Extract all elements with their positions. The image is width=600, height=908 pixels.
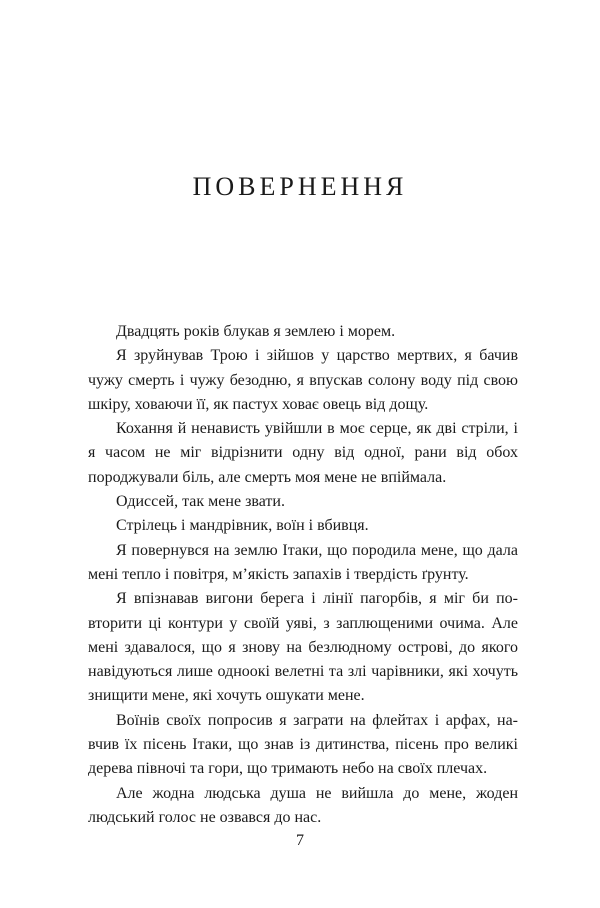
page-number: 7 (296, 832, 304, 849)
paragraph-2: Я зруйнував Трою і зійшов у царство мертвих, я бачив чужу смерть і чужу безодню, я впускав солону воду під свою шкіру, ховаючи її, як пастух ховає овець від дощу. (88, 347, 518, 413)
paragraph-5: Стрілець і мандрівник, воїн і вбивця. (116, 517, 369, 535)
chapter-title: ПОВЕРНЕННЯ (192, 172, 408, 201)
paragraph-3: Кохання й ненависть увійшли в моє серце, як дві стріли, і я часом не міг відрізнити одну від одної, рани від обох породжували біль, але смерть моя мене не впіймала. (88, 420, 518, 486)
paragraph-6: Я повернувся на землю Ітаки, що породила мене, що дала мені тепло і повітря, м’якість запахів і твердість ґрунту. (88, 541, 518, 583)
paragraph-1: Двадцять років блукав я землею і морем. (116, 323, 396, 340)
paragraph-7: Я впізнавав вигони берега і лінії пагорбів, я міг би повторити ці контури у своїй уяві, з заплющеними очима. Але мені здавалося, що я знову на безлюдному острові, до якого навідуються лише одноокі велетні та злі чарівники, які хочуть знищити мене, які хочуть ошукати мене. (88, 590, 518, 705)
paragraph-8: Воїнів своїх попросив я заграти на флейтах і арфах, навчив їх пісень Ітаки, що знав із дитинства, пісень про великі дерева півночі та гори, що тримають небо на своїх плечах. (88, 711, 518, 778)
paragraph-9: Але жодна людська душа не вийшла до мене, жоден людський голос не озвався до нас. (88, 784, 518, 826)
paragraph-4: Одиссей, так мене звати. (116, 493, 285, 511)
chapter-text (88, 320, 518, 830)
